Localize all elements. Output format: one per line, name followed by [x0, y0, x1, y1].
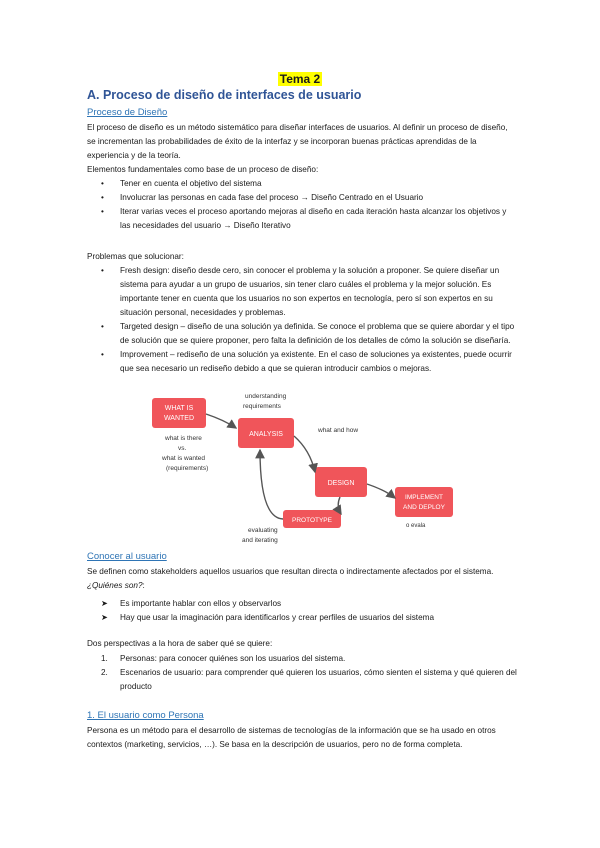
note-left-4: (requirements)	[166, 465, 209, 472]
box-wants-line-1: WHAT IS	[164, 405, 194, 412]
list-item: 2. Escenarios de usuario: para comprender qué quieren los usuarios, cómo sienten el sistema y qué quieren del producto	[101, 668, 517, 691]
note-impl: o evala	[406, 523, 426, 529]
arrow-bullet-icon: ➤	[101, 613, 108, 622]
box-analysis-label: ANALYSIS	[249, 431, 283, 438]
list-item: ➤ Es importante hablar con ellos y observarlos	[87, 597, 517, 611]
box-design-label: DESIGN	[327, 480, 355, 487]
list-item: • Improvement – rediseño de una solución ya existente. En el caso de soluciones ya existentes, puede ocurrir que sea necesario un rediseño debido a que se quieran introducir cambios o mejoras.	[101, 350, 512, 373]
proceso-intro: El proceso de diseño es un método sistemático para diseñar interfaces de usuarios. Al definir un proceso de diseño, se incrementan las probabilidades de éxito de la interfaz y se incorporan buenas prácticas aprendidas de la experiencia y de la teoría.	[87, 123, 508, 160]
heading-a: A. Proceso de diseño de interfaces de usuario	[87, 88, 362, 102]
arrow-bullet-icon: ➤	[101, 599, 108, 608]
note-eval-1: evaluating	[248, 527, 278, 534]
box-what-is-wanted	[152, 398, 206, 428]
list-number: 2.	[101, 668, 108, 677]
box-prototype-label: PROTOTYPE	[292, 517, 332, 524]
persona-text: Persona es un método para el desarrollo de sistemas de tecnologías de la información que se ha usado en otros contextos (marketing, servicios, …). Se basa en la descripción de usuarios, pero no de forma completa.	[87, 726, 496, 749]
list-number: 1.	[101, 654, 108, 663]
note-understanding-2: requirements	[243, 403, 281, 410]
bullet-icon: •	[101, 266, 104, 275]
topic-title: Tema 2	[279, 72, 321, 86]
bullet-icon: •	[101, 322, 104, 331]
bullet-icon: •	[101, 207, 104, 216]
box-implement	[395, 487, 453, 517]
bullet-icon: •	[101, 193, 104, 202]
note-left-3: what is wanted	[162, 455, 205, 462]
box-implement-line-1: IMPLEMENT	[405, 494, 443, 501]
conocer-list	[87, 597, 517, 625]
fundamentals-label: Elementos fundamentales como base de un proceso de diseño:	[87, 165, 319, 174]
section-persona-title: 1. El usuario como Persona	[87, 710, 204, 721]
bullet-icon: •	[101, 179, 104, 188]
list-item: • Iterar varias veces el proceso aportando mejoras al diseño en cada iteración hasta alcanzar los objetivos y las necesidades del usuario → Diseño Iterativo	[101, 207, 507, 230]
note-left-2: vs.	[178, 445, 187, 452]
box-wants-line-2: WANTED	[163, 415, 195, 422]
note-what-like: what and how	[318, 427, 359, 434]
design-process-diagram	[150, 390, 475, 545]
note-left-1: what is there	[165, 435, 202, 442]
list-item: ➤ Hay que usar la imaginación para identificarlos y crear perfiles de usuarios del sistema	[87, 611, 517, 625]
note-understanding-1: understanding	[245, 393, 287, 400]
bullet-icon: •	[101, 350, 104, 359]
problems-label: Problemas que solucionar:	[87, 252, 184, 261]
list-item: • Targeted design – diseño de una solución ya definida. Se conoce el problema que se quiere abordar y el tipo de solución que se quiere proponer, pero falta la definición de los detalles de cómo la solución se diseñaría.	[101, 322, 515, 345]
section-proceso-title: Proceso de Diseño	[87, 107, 168, 118]
list-item: • Tener en cuenta el objetivo del sistema	[87, 177, 517, 191]
list-item: • Involucrar las personas en cada fase del proceso → Diseño Centrado en el Usuario	[87, 191, 517, 205]
list-item: 1. Personas: para conocer quiénes son los usuarios del sistema.	[87, 652, 517, 666]
note-eval-2: and iterating	[242, 537, 278, 544]
box-implement-line-2: AND DEPLOY	[403, 504, 445, 511]
section-conocer-title: Conocer al usuario	[87, 551, 167, 562]
perspectives-list	[87, 652, 517, 694]
list-item: • Fresh design: diseño desde cero, sin conocer el problema y la solución a proponer. Se quiere diseñar un sistema para ayudar a un grupo de usuarios, sin tener claro cuáles el problema y la mejor solución. Es importante tener en cuenta que los usuarios no son expertos en tecnología, pero sí son expertos en su situación personal, necesidades y problemas.	[101, 266, 500, 317]
problems-list	[87, 264, 517, 376]
conocer-intro: Se definen como stakeholders aquellos usuarios que resultan directa o indirectamente afectados por el sistema. ¿Quiénes son?:	[87, 567, 494, 590]
fundamentals-list	[87, 177, 517, 233]
perspectives-label: Dos perspectivas a la hora de saber qué se quiere:	[87, 639, 273, 648]
